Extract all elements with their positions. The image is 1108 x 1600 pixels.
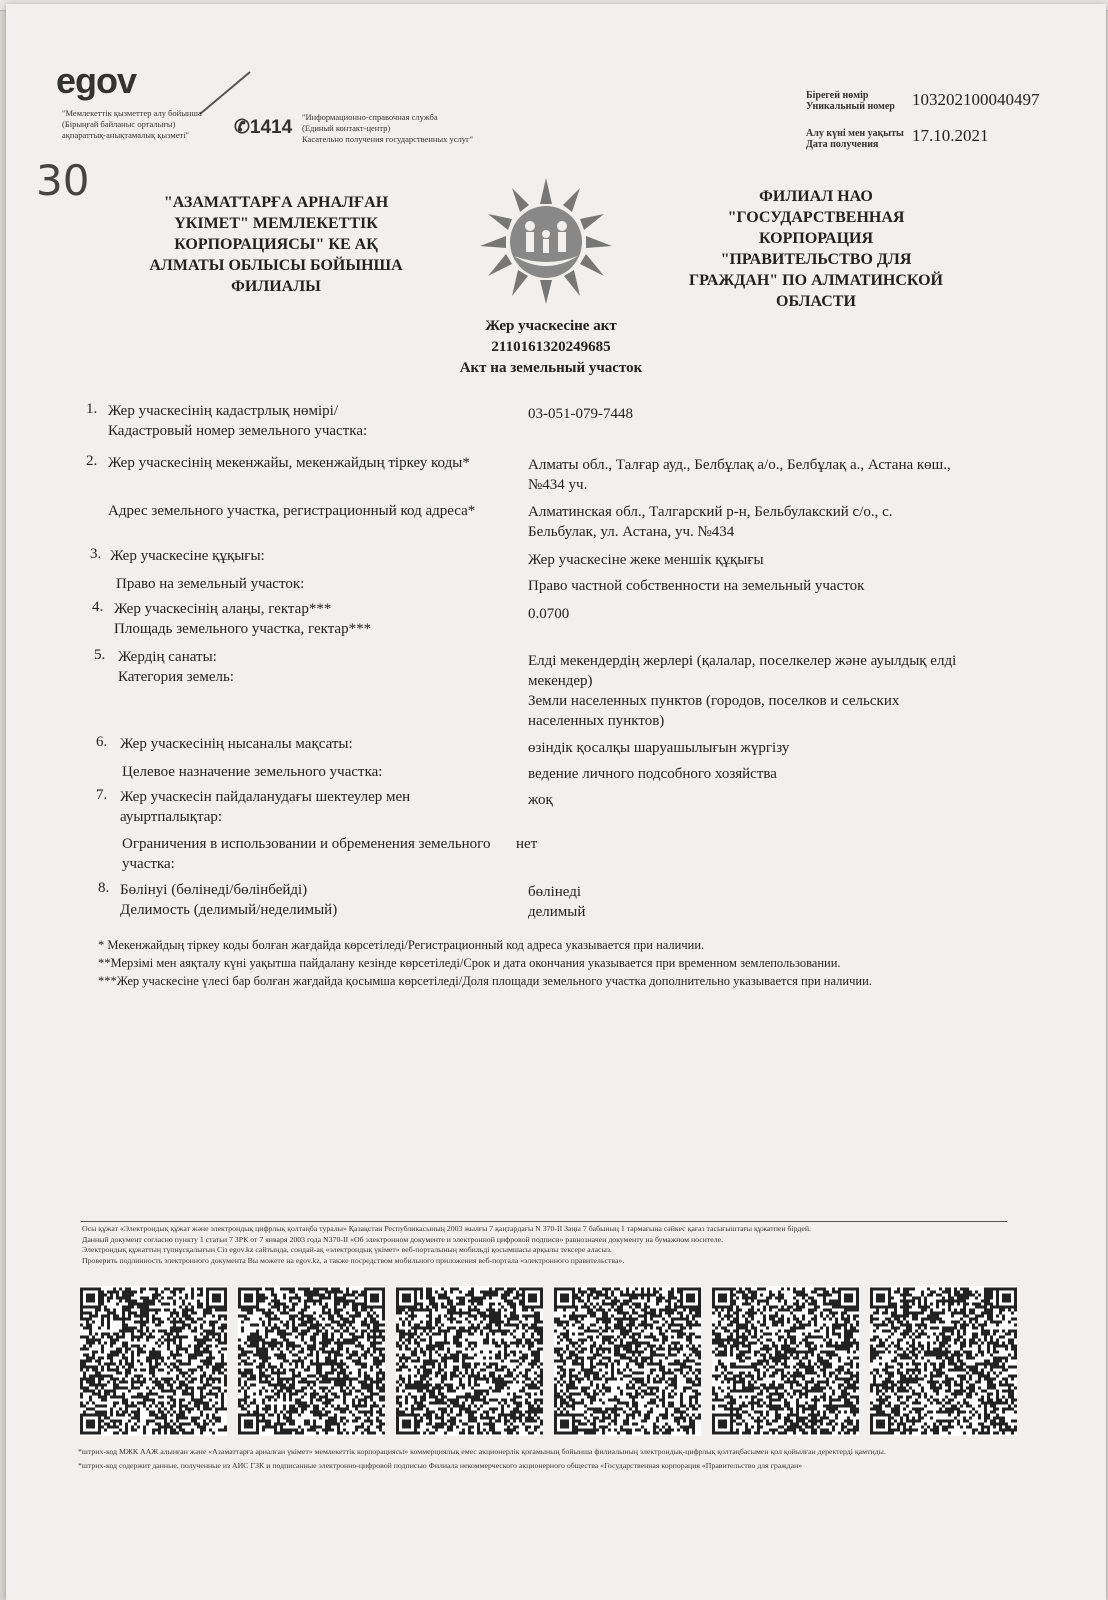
- qr-5: [712, 1286, 859, 1436]
- qr-pattern: [238, 1288, 385, 1435]
- qr-pattern: [554, 1288, 701, 1435]
- qr-finder: [870, 1414, 891, 1435]
- qr-finder: [554, 1288, 575, 1309]
- registration-block: Бірегей нөмір Уникальный номер 103202100040497 Алу күні мен уақыты Дата получения 17.10.2021: [806, 90, 1040, 150]
- qr-1: [80, 1286, 227, 1436]
- qr-finder: [554, 1414, 575, 1435]
- egov-subtitle: "Мемлекеттік қызметтер алу бойынша (Бірыңғай байланыс орталығы) ақпараттық-анықтамалық қызметі": [62, 108, 202, 140]
- qr-6: [870, 1286, 1017, 1436]
- contact-subtitle: "Информационно-справочная служба (Единый контакт-центр) Касательно получения государственных услуг": [302, 112, 473, 144]
- act-number: 2110161320249685: [491, 339, 611, 355]
- qr-code-row: [80, 1286, 1020, 1436]
- qr-pattern: [870, 1288, 1017, 1435]
- qr-finder: [80, 1414, 101, 1435]
- address-kz: Алматы обл., Талғар ауд., Белбұлақ а/о., Белбұлақ а., Астана көш., №434 уч.: [528, 457, 951, 493]
- qr-finder: [996, 1288, 1017, 1309]
- org-name-ru: ФИЛИАЛ НАО "ГОСУДАРСТВЕННАЯ КОРПОРАЦИЯ "ПРАВИТЕЛЬСТВО ДЛЯ ГРАЖДАН" ПО АЛМАТИНСКОЙ ОБЛАСТИ: [689, 188, 943, 310]
- qr-finder: [396, 1288, 417, 1309]
- receipt-date: 17.10.2021: [912, 126, 989, 145]
- egov-logo: [56, 60, 136, 102]
- qr-2: [238, 1286, 385, 1436]
- barcode-notes: *штрих-код МЖК ААЖ алынған және «Азаматтарға арналған үкімет» мемлекеттік корпорациясы» коммерциялық емес акционерлік қоғамының бойынша филиалының электрондық-цифрлық қолтаңбасымен қол қойылған деректерді қамтиды. *штрих-код содержит данные, полученные из АИС ГЗК и подписанные электронно-цифровой подписью Филиала некоммерческого акционерного общества «Государственная корпорация «Правительство для граждан»: [78, 1447, 886, 1470]
- handwritten-number: 30: [36, 156, 90, 205]
- qr-finder: [364, 1288, 385, 1309]
- area-value: 0.0700: [528, 606, 570, 622]
- qr-finder: [206, 1288, 227, 1309]
- qr-finder: [712, 1414, 733, 1435]
- phone-icon: ✆: [234, 117, 250, 138]
- qr-finder: [238, 1414, 259, 1435]
- qr-3: [396, 1286, 543, 1436]
- qr-finder: [522, 1288, 543, 1309]
- qr-pattern: [396, 1288, 543, 1435]
- item-label: Жер учаскесінің кадастрлық нөмірі/ Кадастровый номер земельного участка:: [108, 403, 368, 439]
- qr-finder: [80, 1288, 101, 1309]
- qr-finder: [396, 1414, 417, 1435]
- qr-finder: [712, 1288, 733, 1309]
- legal-divider: [81, 1221, 1007, 1222]
- contact-phone: ✆1414: [234, 117, 293, 138]
- qr-pattern: [712, 1288, 859, 1435]
- legal-text: Осы құжат «Электрондық құжат және электрондық цифрлық қолтаңба туралы» Қазақстан Республикасының 2003 жылғы 7 қаңтардағы N 370-II Заңы 7 бабының 1 тармағына сәйкес қағаз тасығыштағы құжатпен бірдей. Данный документ согласно пункту 1 статьи 7 ЗРК от 7 января 2003 года N370-II «Об электронном документе и электронной цифровой подписи» равнозначен документу на бумажном носителе. Электрондық құжаттың түпнұсқалығын Сіз egov.kz сайтында, сондай-ақ «электрондық үкімет» веб-порталының мобильді қосымшасы арқылы тексере аласыз. Проверить подлинность электронного документа Вы можете на egov.kz, а также посредством мобильного приложения веб-портала «электронного правительства».: [82, 1224, 811, 1265]
- qr-pattern: [80, 1288, 227, 1435]
- org-name-kz: "АЗАМАТТАРҒА АРНАЛҒАН ҮКІМЕТ" МЕМЛЕКЕТТІК КОРПОРАЦИЯСЫ" КЕ АҚ АЛМАТЫ ОБЛЫСЫ БОЙЫНША ФИЛИАЛЫ: [149, 194, 403, 295]
- qr-finder: [838, 1288, 859, 1309]
- egov-logo-text: egov: [56, 60, 137, 101]
- sun-emblem-icon: [476, 176, 616, 306]
- land-category: Елді мекендердің жерлері (қалалар, поселкелер және ауылдық елді мекендер) Земли населенных пунктов (городов, поселков и сельских населенных пунктов): [528, 653, 957, 729]
- document-page: egov "Мемлекеттік қызметтер алу бойынша (Бірыңғай байланыс орталығы) ақпараттық-анықтамалық қызметі" ✆1414 "Информационно-справочная служба (Единый контакт-центр) Касательно получения государственных услуг" Бірегей нөмір Уникальный номер 103202100040497 Алу күні мен уақыты Дата получения 17.10.2021 30 "АЗАМАТТАРҒА АРНАЛҒАН ҮКІМЕТ" МЕМЛЕКЕТТІК КОРПОРАЦИЯСЫ" КЕ АҚ АЛМАТЫ ОБЛЫСЫ БОЙЫНША ФИЛИАЛЫ ФИЛИАЛ НАО "ГОСУДАРСТВЕННАЯ КОРПОРАЦИЯ "ПРАВИТЕЛЬСТВО ДЛЯ ГРАЖДАН" ПО АЛМАТИНСКОЙ ОБЛАСТИ Жер учаскесіне акт 2110161320249685 Акт на земельный участок 1. Жер учаскесінің кадастрлық нөмірі/ Кадастровый номер земельного участка: 03-051-079-7448 2. Жер учаскесінің мекенжайы, мекенжайдың тіркеу коды* Алматы обл., Талғар ауд., Белбұлақ а/о., Белбұлақ а., Астана көш., №434 уч. Адрес земельного участка, регистрационный код адреса* Алматинская обл., Талгарский р-н, Бельбулакский с/о., с. Бельбулак, ул. Астана, уч. №434 3. Жер учаскесіне құқығы: Жер учаскесіне жеке меншік құқығы Право на земельный участок: Право частной собственности на земельный участок 4. Жер учаскесінің алаңы, гектар*** Площадь земельного участка, гектар*** 0.0700 5. Жердің санаты: Категория земель: Елді мекендердің жерлері (қалалар, поселкелер және ауылдық елді мекендер) Земли населенных пунктов (городов, поселков и сельских населенных пунктов) 6. Жер учаскесінің нысаналы мақсаты: өзіндік қосалқы шаруашылығын жүргізу Целевое назначение земельного участка: ведение личного подсобного хозяйства 7. Жер учаскесін пайдаланудағы шектеулер мен ауыртпалықтар: жоқ Ограничения в использовании и обременения земельного участка: нет 8. Бөлінуі (бөлінеді/бөлінбейді) Делимость (делимый/неделимый) бөлінеді делимый * Мекенжайдың тіркеу коды болған жағдайда көрсетіледі/Регистрационный код адреса указывается при наличии. **Мерзімі мен аяқталу күні уақытша пайдалану кезінде көрсетіледі/Срок и дата окончания указывается при временном землепользовании. ***Жер учаскесіне үлесі бар болған жағдайда қосымша көрсетіледі/Доля площади земельного участка дополнительно указывается при наличии. Осы құжат «Электрондық құжат және электрондық цифрлық қолтаңба туралы» Қазақстан Республикасының 2003 жылғы 7 қаңтардағы N 370-II Заңы 7 бабының 1 тармағына сәйкес қағаз тасығыштағы құжатпен бірдей. Данный документ согласно пункту 1 статьи 7 ЗРК от 7 января 2003 года N370-II «Об электронном документе и электронной цифровой подписи» равнозначен документу на бумажном носителе. Электрондық құжаттың түпнұсқалығын Сіз egov.kz сайтында, сондай-ақ «электрондық үкімет» веб-порталының мобильді қосымшасы арқылы тексере аласыз. Проверить подлинность электронного документа Вы можете на egov.kz, а также посредством мобильного приложения веб-портала «электронного правительства». *штрих-код МЖК ААЖ алынған және «Азаматтарға арналған үкімет» мемлекеттік корпорациясы» коммерциялық емес акционерлік қоғамының бойынша филиалының электрондық-цифрлық қолтаңбасымен қол қойылған деректерді қамтиды. *штрих-код содержит данные, полученные из АИС ГЗК и подписанные электронно-цифровой подписью Филиала некоммерческого акционерного общества «Государственная корпорация «Правительство для граждан»: [6, 4, 1106, 1600]
- qr-finder: [870, 1288, 891, 1309]
- document-title: Жер учаскесіне акт 2110161320249685 Акт на земельный участок: [386, 316, 716, 379]
- qr-finder: [238, 1288, 259, 1309]
- footnotes: * Мекенжайдың тіркеу коды болған жағдайда көрсетіледі/Регистрационный код адреса указывается при наличии. **Мерзімі мен аяқталу күні уақытша пайдалану кезінде көрсетіледі/Срок и дата окончания указывается при временном землепользовании. ***Жер учаскесіне үлесі бар болған жағдайда қосымша көрсетіледі/Доля площади земельного участка дополнительно указывается при наличии.: [98, 938, 872, 988]
- qr-4: [554, 1286, 701, 1436]
- cadastral-number: 03-051-079-7448: [528, 406, 633, 422]
- unique-number: 103202100040497: [912, 90, 1040, 109]
- qr-finder: [680, 1288, 701, 1309]
- address-ru: Алматинская обл., Талгарский р-н, Бельбулакский с/о., с. Бельбулак, ул. Астана, уч. №434: [528, 504, 893, 540]
